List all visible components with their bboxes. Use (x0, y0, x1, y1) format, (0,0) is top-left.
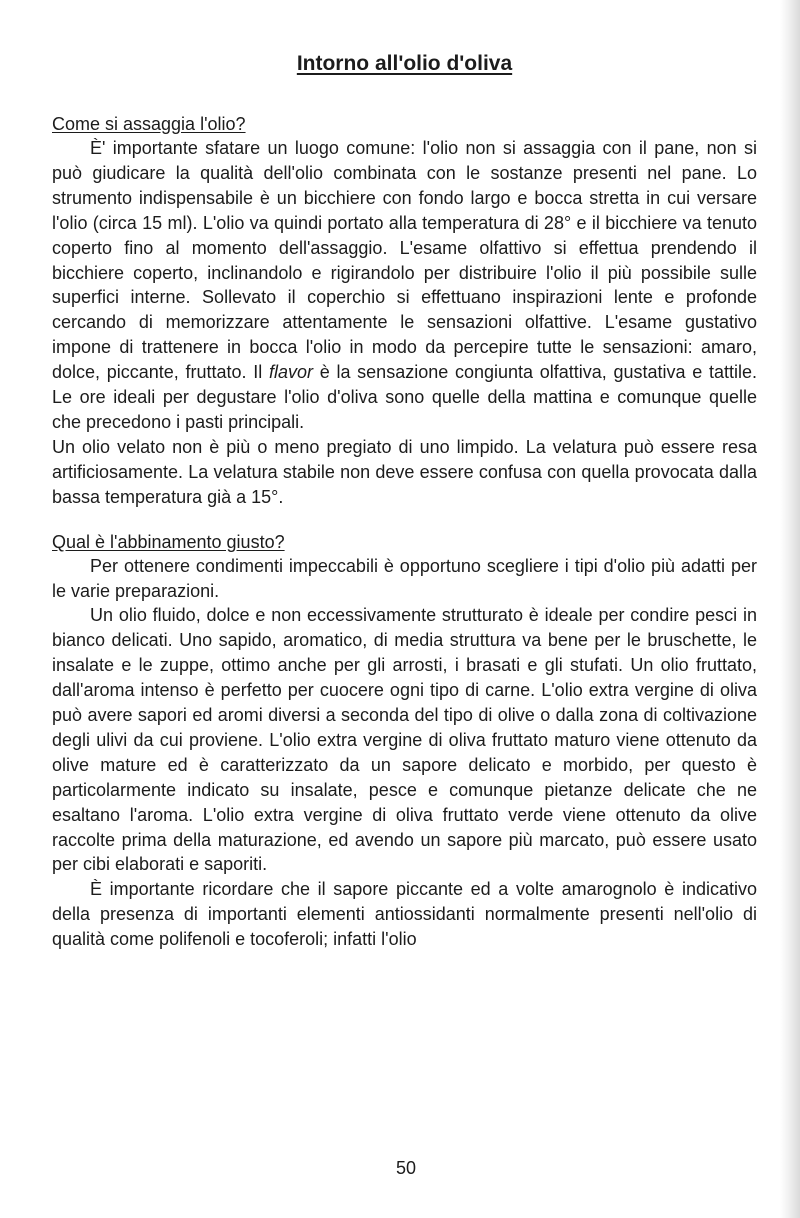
paragraph-text: È' importante sfatare un luogo comune: l'olio non si assaggia con il pane, non si può giudicare la qualità dell'olio combinata con le sostanze presenti nel pane. Lo strumento indispensabile è un bicchiere con fondo largo e bocca stretta in cui versare l'olio (circa 15 ml). L'olio va quindi portato alla temperatura di 28° e il bicchiere va tenuto coperto fino al momento dell'assaggio. L'esame olfattivo si effettua prendendo il bicchiere coperto, inclinandolo e rigirandolo per distribuire l'olio il più possibile sulle superfici interne. Sollevato il coperchio si effettuano inspirazioni lente e profonde cercando di memorizzare attentamente le sensazioni olfattive. L'esame gustativo impone di trattenere in bocca l'olio in modo da percepire tutte le sensazioni: amaro, dolce, piccante, fruttato. Il (52, 138, 757, 383)
section-heading-pairing: Qual è l'abbinamento giusto? (52, 531, 285, 552)
emphasized-term: flavor (268, 362, 313, 383)
page-edge-shadow (780, 0, 800, 1218)
page-title: Intorno all'olio d'oliva (296, 52, 513, 75)
section-heading-tasting: Come si assaggia l'olio? (52, 114, 246, 134)
paragraph (52, 136, 757, 435)
paragraph: È importante ricordare che il sapore piccante ed a volte amarognolo è indicativo della presenza di importanti elementi antiossidanti normalmente presenti nell'olio di qualità come polifenoli e tocoferoli; infatti l'olio (52, 879, 757, 950)
paragraph: Per ottenere condimenti impeccabili è opportuno scegliere i tipi d'olio più adatti per le varie preparazioni. (52, 555, 757, 601)
paragraph-text: è la sensazione congiunta olfattiva, gustativa e tattile. Le ore ideali per degustare l'olio d'oliva sono quelle della mattina e comunque quelle che precedono i pasti principali. (52, 362, 757, 432)
paragraph: Un olio velato non è più o meno pregiato di uno limpido. La velatura può essere resa artificiosamente. La velatura stabile non deve essere confusa con quella provocata dalla bassa temperatura già a 15°. (52, 436, 757, 507)
book-page (52, 52, 757, 972)
page-number: 50 (395, 1158, 417, 1178)
section-pairing (52, 530, 757, 953)
paragraph: Un olio fluido, dolce e non eccessivamente strutturato è ideale per condire pesci in bianco delicati. Uno sapido, aromatico, di media struttura va bene per le bruschette, le insalate e le zuppe, ottimo anche per gli arrosti, i brasati e gli stufati. Un olio fruttato, dall'aroma intenso è perfetto per cuocere ogni tipo di carne. L'olio extra vergine di oliva può avere sapori ed aromi diversi a seconda del tipo di olive o dalla zona di coltivazione degli ulivi da cui proviene. L'olio extra vergine di oliva fruttato maturo viene ottenuto da olive mature ed è caratterizzato da un sapore delicato e morbido, per questo è particolarmente indicato su insalate, pesce e comunque pietanze delicate che ne esaltano l'aroma. L'olio extra vergine di oliva fruttato verde viene ottenuto da olive raccolte prima della maturazione, ed avendo un sapore più marcato, può essere usato per cibi elaborati e saporiti. (52, 605, 757, 875)
section-tasting (52, 112, 757, 510)
